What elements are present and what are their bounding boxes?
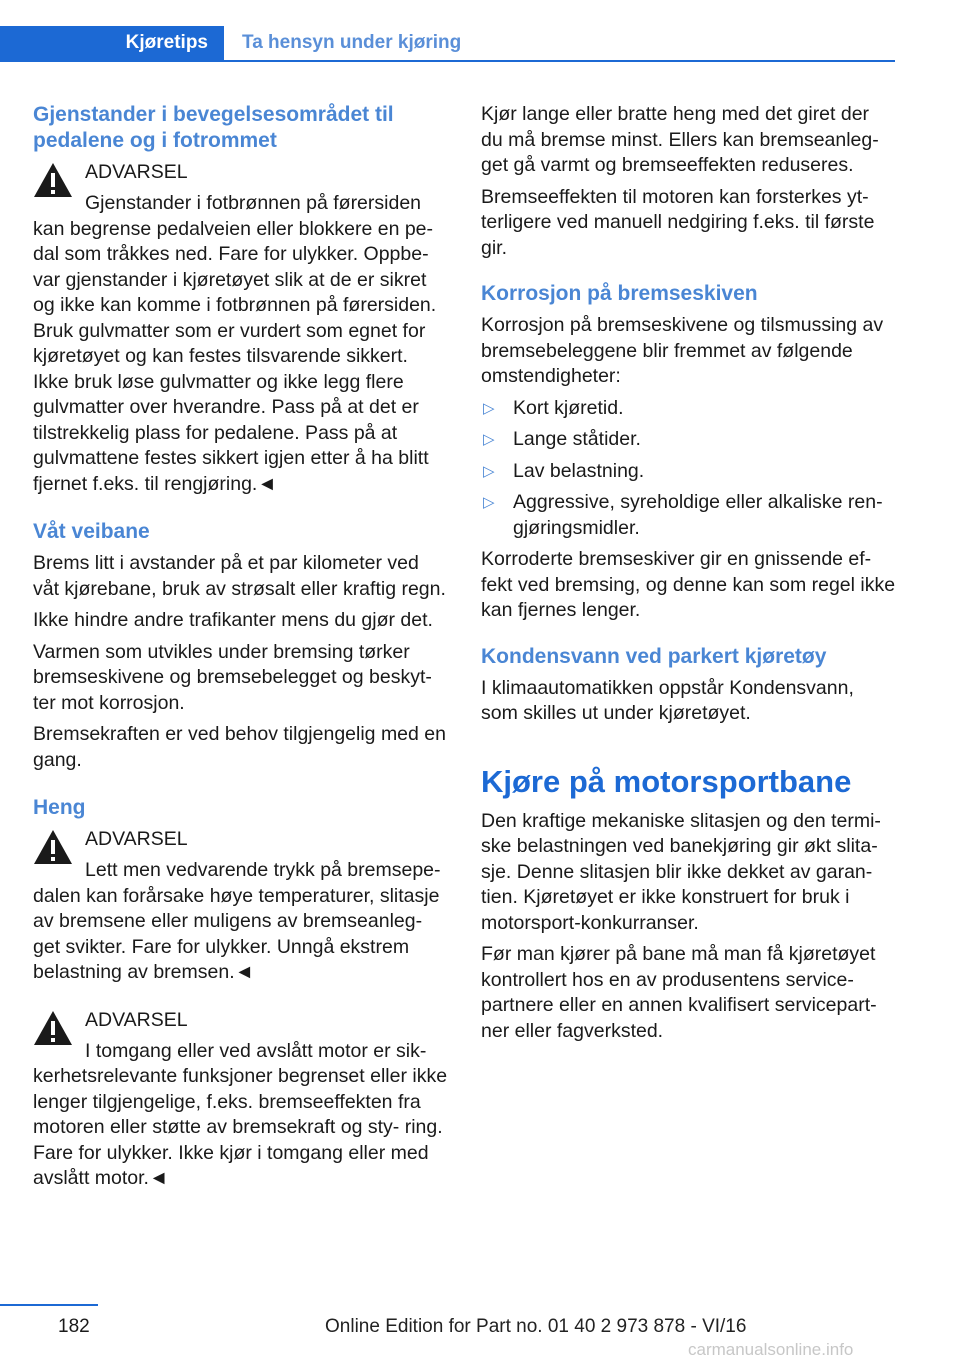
end-mark: ◄ bbox=[257, 472, 277, 495]
section-heading-condensation: Kondensvann ved parkert kjøretøy bbox=[481, 644, 827, 668]
paragraph: Varmen som utvikles under bremsing tørker bremseskivene og bremsebelegget og beskyt- ter mot korrosjon. bbox=[33, 640, 432, 714]
paragraph: Korrosjon på bremseskivene og tilsmussing av bremsebeleggene blir fremmet av følgende omstendigheter: bbox=[481, 314, 884, 387]
footer-rule bbox=[0, 1304, 98, 1306]
triangle-right-icon: ▷ bbox=[483, 462, 495, 480]
warning-triangle-icon bbox=[33, 829, 73, 865]
watermark: carmanualsonline.info bbox=[688, 1340, 854, 1359]
paragraph: Brems litt i avstander på et par kilometer ved våt kjørebane, bruk av strøsalt eller kraftig regn. bbox=[33, 552, 446, 600]
paragraph: Ikke hindre andre trafikanter mens du gjør det. bbox=[33, 609, 433, 631]
warning-text: kan begrense pedalveien eller blokkere en pe- dal som tråkkes ned. Fare for ulykker. Oppbe- var gjenstander i kjøretøyet slik at de er sikret og ikke kan komme i fotbrønnen på førersiden. Bruk gulvmatter som er vurdert som egnet for kjøretøyet og kan festes tilsvarende sikkert. Ikke bruk løse gulvmatter og ikke legg flere gulvmatter over hverandre. Pass på at det er tilstrekkelig plass for pedalene. Pass på at gulvmattene festes sikkert igjen etter å ha blitt fjernet f.eks. til rengjøring. bbox=[33, 217, 437, 495]
right-column bbox=[481, 102, 896, 1050]
warning-title: ADVARSEL bbox=[85, 828, 188, 850]
warning-first-line: Gjenstander i fotbrønnen på førersiden bbox=[85, 192, 422, 214]
end-mark: ◄ bbox=[234, 961, 254, 983]
list-item bbox=[481, 396, 896, 422]
list-item-text: Lange ståtider. bbox=[513, 428, 641, 450]
paragraph: Korroderte bremseskiver gir en gnissende ef- fekt ved bremsing, og denne kan som regel ikke kan fjernes lenger. bbox=[481, 548, 896, 621]
section-heading-slope: Heng bbox=[33, 796, 86, 819]
chapter-tab: Kjøretips bbox=[0, 26, 224, 60]
list-item bbox=[481, 490, 896, 541]
warning-block-pedals bbox=[33, 160, 448, 497]
triangle-right-icon: ▷ bbox=[483, 494, 495, 511]
warning-triangle-icon bbox=[33, 162, 73, 198]
warning-block-brake-pedal bbox=[33, 827, 448, 986]
end-mark: ◄ bbox=[148, 1167, 169, 1189]
paragraph: Bremsekraften er ved behov tilgjengelig med en gang. bbox=[33, 723, 446, 771]
chapter-heading-racetrack: Kjøre på motorsportbane bbox=[481, 763, 852, 799]
warning-first-line: Lett men vedvarende trykk på bremsepe- bbox=[85, 859, 441, 881]
paragraph: Den kraftige mekaniske slitasjen og den termi- ske belastningen ved banekjøring gir økt slita- sje. Denne slitasjen blir ikke dekket av garan- tien. Kjøretøyet er ikke konstruert for bruk i motorsport-konkurranser. bbox=[481, 809, 881, 934]
warning-text: dalen kan forårsake høye temperaturer, slitasje av bremsene eller muligens av bremseanleg- get svikter. Fare for ulykker. Unngå ekstrem belastning av bremsen. bbox=[33, 884, 440, 983]
list-item bbox=[481, 459, 896, 485]
triangle-right-icon: ▷ bbox=[483, 399, 495, 417]
list-item-text: Aggressive, syreholdige eller alkaliske ren- gjøringsmidler. bbox=[513, 491, 883, 539]
warning-triangle-icon bbox=[33, 1010, 73, 1046]
section-tab: Ta hensyn under kjøring bbox=[242, 32, 462, 53]
warning-block-idle bbox=[33, 1008, 448, 1192]
paragraph: I klimaautomatikken oppstår Kondensvann, som skilles ut under kjøretøyet. bbox=[481, 676, 854, 724]
list-item bbox=[481, 427, 896, 453]
warning-title: ADVARSEL bbox=[85, 161, 188, 183]
header-rule bbox=[0, 60, 895, 62]
page-number: 182 bbox=[58, 1316, 90, 1337]
paragraph: Før man kjører på bane må man få kjøretøyet kontrollert hos en av produsentens service- partnere eller en annen kvalifisert servicepart- ner eller fagverksted. bbox=[481, 943, 877, 1042]
warning-title: ADVARSEL bbox=[85, 1008, 188, 1031]
section-heading-pedal-area: Gjenstander i bevegelsesområdet til pedalene og i fotrommet bbox=[33, 103, 394, 152]
list-item-text: Kort kjøretid. bbox=[513, 396, 624, 419]
corrosion-list bbox=[481, 396, 896, 542]
list-item-text: Lav belastning. bbox=[513, 459, 645, 482]
section-heading-wet-road: Våt veibane bbox=[33, 520, 150, 543]
warning-text: kerhetsrelevante funksjoner begrenset eller ikke lenger tilgjengelige, f.eks. bremseeffekten fra motoren eller støtte av bremsekraft og sty- ring. Fare for ulykker. Ikke kjør i tomgang eller med avslått motor. bbox=[33, 1065, 448, 1189]
left-column bbox=[33, 102, 448, 1202]
triangle-right-icon: ▷ bbox=[483, 431, 495, 448]
paragraph: Bremseeffekten til motoren kan forsterkes yt- terligere ved manuell nedgiring f.eks. til første gir. bbox=[481, 185, 875, 259]
edition-text: Online Edition for Part no. 01 40 2 973 878 - VI/16 bbox=[325, 1316, 747, 1337]
page-header bbox=[0, 26, 895, 62]
section-heading-corrosion: Korrosjon på bremseskiven bbox=[481, 282, 758, 305]
warning-first-line: I tomgang eller ved avslått motor er sik- bbox=[85, 1039, 427, 1062]
paragraph: Kjør lange eller bratte heng med det giret der du må bremse minst. Ellers kan bremseanleg- get gå varmt og bremseeffekten reduseres. bbox=[481, 103, 879, 176]
